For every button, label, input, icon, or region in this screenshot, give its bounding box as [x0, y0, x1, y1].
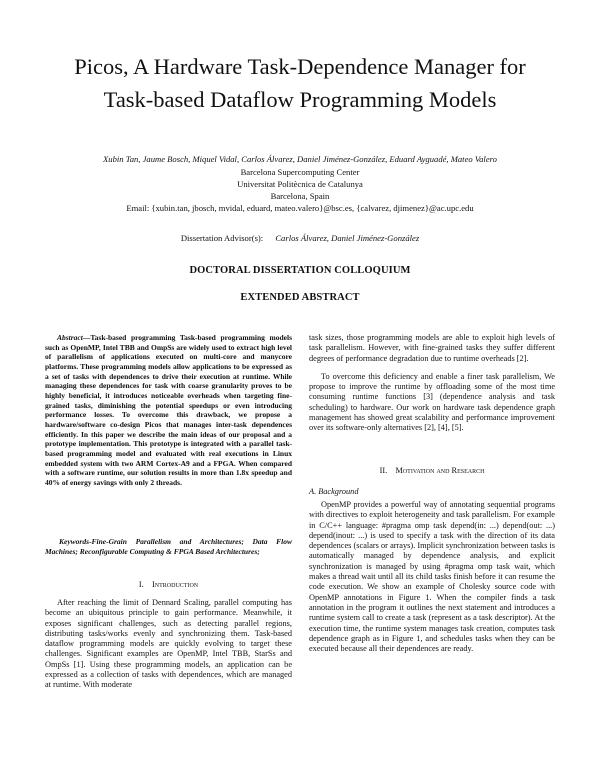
background-paragraph [309, 500, 555, 654]
abstract-lead: Abstract [57, 333, 83, 342]
title-line-1: Picos, A Hardware Task-Dependence Manager for [74, 54, 526, 79]
introduction-text: After reaching the limit of Dennard Scaling, parallel computing has become an ubiquitous principle to gain performance. Meanwhile, it exposes significant challenges, such as detecting parallel regions, distributing tasks/works evenly and synchronizing them. Task-based dataflow programming models are quickly evolving to target these challenges. Significant examples are OpenMP, Intel TBB, StarSs and OmpSs [1]. Using these programming models, an application can be expressed as a collection of tasks with dependences, which are managed at runtime. With moderate [45, 598, 292, 690]
section-2-number: II. [379, 466, 388, 475]
affiliation-3: Barcelona, Spain [270, 191, 330, 201]
introduction-paragraph [45, 598, 292, 691]
extended-abstract-heading: EXTENDED ABSTRACT [240, 292, 360, 303]
affiliation-1: Barcelona Supercomputing Center [240, 167, 360, 177]
right-column-top [309, 333, 555, 434]
background-text: OpenMP provides a powerful way of annotating sequential programs with directives to exploit heterogeneity and task parallelism. For example in C/C++ language: #pragma omp task depend(in: ...) depend(out: ...) depend(inout: ...) is used to specify a task with the direction of its data dependences (scalars or arrays). Implicit synchronization between tasks is automatically managed by dependence analysis, and explicit synchronization is managed by using #pragma omp task wait, which makes a thread wait until all its child tasks finish before it can resume the code execution. We show an example of Cholesky source code with OpenMP annotations in Figure 1. When the compiler finds a task annotation in the program it outlines the next statement and introduces a runtime system call to create a task (represent as a task descriptor). At the execution time, the runtime system manages task creation, computes task dependence graph as in Figure 1, and schedules tasks when they can be executed because all their dependences are ready. [309, 500, 555, 654]
abstract-body: —Task-based programming Task-based programming models such as OpenMP, Intel TBB and OmpSs are widely used to extract high level of parallelism of applications executed on multi-core and manycore platforms. These programming models allow applications to be expressed as a set of tasks with dependences to drive their execution at runtime. While managing these dependences for task with coarse granularity proves to be highly beneficial, it introduces noticeable overheads when targeting fine-grained tasks, diminishing the potential speedups or even introducing performance losses. To overcome this drawback, we propose a hardware/software co-design Picos that manages inter-task dependences efficiently. In this paper we describe the main ideas of our proposal and a prototype implementation. This prototype is integrated with a parallel task-based programming model and evaluated with real executions in Linux embedded system with two ARM Cortex-A9 and a FPGA. When compared with a software runtime, our solution results in more than 1.8x speedup and 40% of energy savings with only 2 threads. [45, 333, 292, 487]
right-paragraph-1: task sizes, those programming models are able to exploit high levels of task parallelism. However, with fine-grained tasks they suffer different degrees of performance degradation due to runtime overheads [2]. [309, 333, 555, 363]
section-2-heading [309, 466, 555, 475]
colloquium-heading: DOCTORAL DISSERTATION COLLOQUIUM [189, 265, 411, 276]
keywords: Keywords-Fine-Grain Parallelism and Architectures; Data Flow Machines; Reconfigurable Computing & FPGA Based Architectures; [45, 537, 292, 556]
section-1-number: I. [138, 580, 144, 589]
advisor-label: Dissertation Advisor(s): [180, 233, 264, 243]
affiliation-2: Universitat Politècnica de Catalunya [237, 179, 363, 189]
subsection-a-heading: A. Background [309, 487, 359, 496]
right-paragraph-2: To overcome this deficiency and enable a finer task parallelism, We propose to improve the runtime by offloading some of the most time consuming runtime functions [3] (dependence analysis and task scheduling) to hardware. Our work on hardware task dependence graph management has showed great scalability and performance improvement over its software-only alternatives [2], [4], [5]. [309, 371, 555, 433]
section-1-heading [45, 580, 292, 589]
advisor-line [30, 233, 570, 243]
paper-title [40, 50, 560, 116]
section-1-title: Introduction [152, 580, 199, 589]
email-line: Email: {xubin.tan, jbosch, mvidal, eduard, mateo.valero}@bsc.es, {calvarez, djimenez}@ac.upc.edu [126, 203, 474, 213]
section-2-title: Motivation and Research [395, 466, 485, 475]
advisor-names: Carlos Álvarez, Daniel Jiménez-González [275, 233, 420, 243]
title-line-2: Task-based Dataflow Programming Models [103, 87, 497, 112]
author-list: Xubin Tan, Jaume Bosch, Miquel Vidal, Carlos Álvarez, Daniel Jiménez-González, Eduard Ayguadé, Mateo Valero [103, 154, 497, 164]
abstract [45, 333, 292, 488]
